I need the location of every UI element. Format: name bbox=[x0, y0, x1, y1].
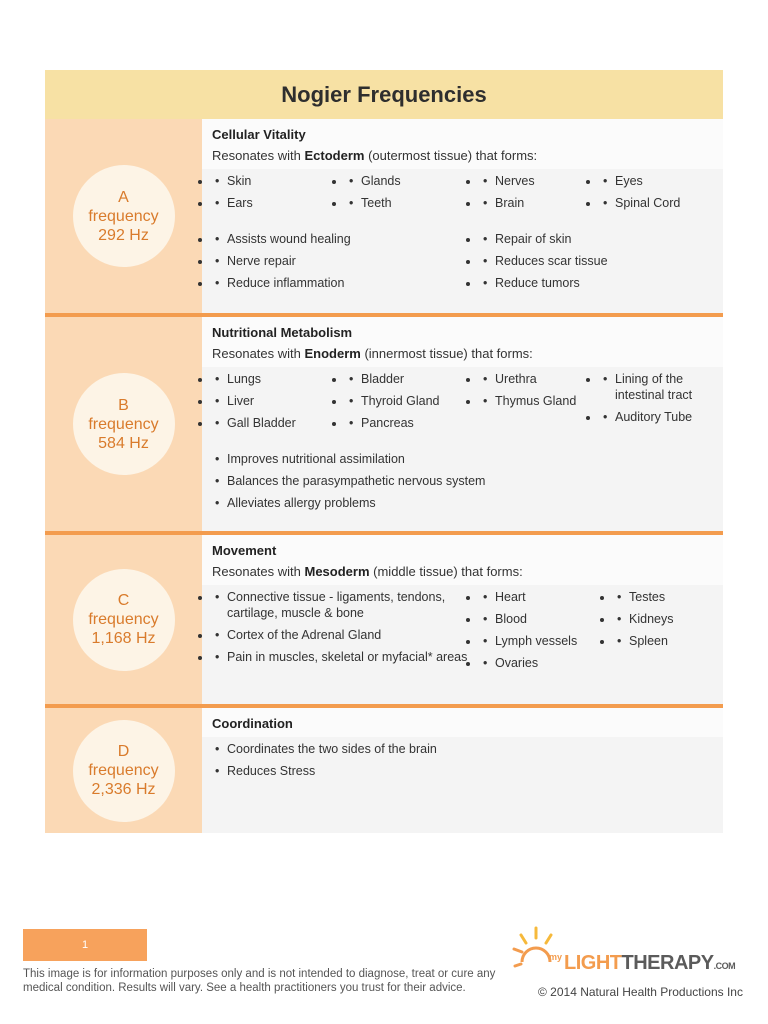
list-item: • Coordinates the two sides of the brain bbox=[212, 741, 713, 757]
list-item: • • Lining of the intestinal tract bbox=[600, 371, 713, 403]
page-title: Nogier Frequencies bbox=[281, 81, 487, 107]
list-item: • • Reduce tumors bbox=[480, 275, 713, 291]
list-item: • • Auditory Tube bbox=[600, 409, 713, 425]
list-item: • • Nerve repair bbox=[212, 253, 480, 269]
frequency-hz: 584 Hz bbox=[98, 434, 149, 452]
copyright-text: © 2014 Natural Health Productions Inc bbox=[538, 985, 743, 999]
list-item: • • Teeth bbox=[346, 195, 480, 211]
section-c bbox=[45, 531, 723, 704]
frequency-word: frequency bbox=[88, 611, 159, 628]
list-item: • • Reduces scar tissue bbox=[480, 253, 713, 269]
list-item: • • Testes bbox=[614, 589, 713, 605]
section-description: Resonates with Ectoderm (outermost tissue) that forms: bbox=[212, 148, 538, 163]
section-body bbox=[202, 169, 723, 307]
list-item: • • Urethra bbox=[480, 371, 600, 387]
section-header bbox=[202, 119, 723, 169]
details-cell-a bbox=[202, 119, 723, 313]
section-d bbox=[45, 704, 723, 833]
section-description: Resonates with Mesoderm (middle tissue) that forms: bbox=[212, 564, 523, 579]
disclaimer-text: This image is for information purposes only and is not intended to diagnose, treat or cure any medical condition. Results will vary. See a health practitioners you trust for their advice. bbox=[23, 968, 496, 994]
forms-column bbox=[480, 371, 600, 437]
logo-my: my bbox=[549, 952, 563, 962]
page-number: 1 bbox=[23, 929, 147, 961]
forms-column bbox=[614, 589, 713, 677]
list-item: • • Lungs bbox=[212, 371, 346, 387]
list-item: • • Ears bbox=[212, 195, 346, 211]
list-item: • Reduces Stress bbox=[212, 763, 713, 779]
list-item: • • Blood bbox=[480, 611, 614, 627]
section-body bbox=[202, 737, 723, 795]
list-item: • • Gall Bladder bbox=[212, 415, 346, 431]
details-cell-c bbox=[202, 535, 723, 704]
section-subtitle: Cellular Vitality bbox=[212, 127, 306, 142]
frequency-cell-d bbox=[45, 708, 202, 833]
section-subtitle: Coordination bbox=[212, 716, 293, 731]
frequency-table bbox=[45, 70, 723, 833]
list-item: • • Spinal Cord bbox=[600, 195, 713, 211]
section-subtitle: Nutritional Metabolism bbox=[212, 325, 353, 340]
list-item: • • Thyroid Gland bbox=[346, 393, 480, 409]
list-item: • • Liver bbox=[212, 393, 346, 409]
list-item: • • Assists wound healing bbox=[212, 231, 480, 247]
frequency-badge-d bbox=[73, 720, 175, 822]
list-item: • • Cortex of the Adrenal Gland bbox=[212, 627, 480, 643]
forms-column bbox=[212, 371, 346, 437]
frequency-hz: 2,336 Hz bbox=[91, 781, 156, 798]
frequency-letter: D bbox=[117, 743, 130, 760]
forms-column bbox=[480, 173, 600, 217]
frequency-badge-b bbox=[73, 373, 175, 475]
list-item: • • Glands bbox=[346, 173, 480, 189]
benefits-list bbox=[212, 741, 713, 779]
list-item: • • Connective tissue - ligaments, tendons, cartilage, muscle & bone bbox=[212, 589, 480, 621]
forms-column bbox=[480, 589, 614, 677]
list-item: • • Lymph vessels bbox=[480, 633, 614, 649]
forms-column bbox=[346, 173, 480, 217]
forms-list bbox=[212, 371, 713, 437]
forms-column bbox=[346, 371, 480, 437]
forms-column bbox=[600, 173, 713, 217]
forms-list bbox=[212, 173, 713, 217]
benefits-column bbox=[212, 231, 480, 297]
list-item: • • Bladder bbox=[346, 371, 480, 387]
section-body bbox=[202, 585, 723, 687]
frequency-hz: 1,168 Hz bbox=[91, 630, 156, 647]
frequency-letter: A bbox=[118, 188, 129, 206]
frequency-badge-a bbox=[73, 165, 175, 267]
frequency-hz: 292 Hz bbox=[98, 226, 149, 244]
frequency-badge-c bbox=[73, 569, 175, 671]
benefits-column bbox=[480, 231, 713, 297]
list-item: • • Brain bbox=[480, 195, 600, 211]
section-header bbox=[202, 708, 723, 737]
list-item: • Alleviates allergy problems bbox=[212, 495, 713, 511]
list-item: • • Repair of skin bbox=[480, 231, 713, 247]
list-item: • • Pain in muscles, skeletal or myfacial* areas bbox=[212, 649, 480, 665]
list-item: • Improves nutritional assimilation bbox=[212, 451, 713, 467]
list-item: • • Nerves bbox=[480, 173, 600, 189]
forms-list bbox=[212, 589, 713, 677]
list-item: • • Pancreas bbox=[346, 415, 480, 431]
list-item: • • Heart bbox=[480, 589, 614, 605]
list-item: • • Skin bbox=[212, 173, 346, 189]
section-header bbox=[202, 535, 723, 585]
frequency-word: frequency bbox=[88, 762, 159, 779]
section-b bbox=[45, 313, 723, 531]
list-item: • • Reduce inflammation bbox=[212, 275, 480, 291]
details-cell-d bbox=[202, 708, 723, 833]
list-item: • Balances the parasympathetic nervous system bbox=[212, 473, 713, 489]
title-bar bbox=[45, 70, 723, 119]
list-item: • • Kidneys bbox=[614, 611, 713, 627]
forms-column bbox=[600, 371, 713, 437]
section-body bbox=[202, 367, 723, 527]
mylighttherapy-logo bbox=[512, 922, 752, 982]
frequency-letter: C bbox=[117, 592, 130, 609]
frequency-word: frequency bbox=[88, 415, 159, 433]
list-item: • • Eyes bbox=[600, 173, 713, 189]
section-description: Resonates with Enoderm (innermost tissue) that forms: bbox=[212, 346, 533, 361]
section-subtitle: Movement bbox=[212, 543, 277, 558]
list-item: • • Ovaries bbox=[480, 655, 614, 671]
frequency-letter: B bbox=[118, 396, 129, 414]
benefits-list bbox=[212, 451, 713, 511]
details-cell-b bbox=[202, 317, 723, 531]
benefits-list bbox=[212, 231, 713, 297]
frequency-cell-a bbox=[45, 119, 202, 313]
frequency-cell-c bbox=[45, 535, 202, 704]
section-a bbox=[45, 119, 723, 313]
forms-column bbox=[212, 589, 480, 677]
section-header bbox=[202, 317, 723, 367]
frequency-cell-b bbox=[45, 317, 202, 531]
logo-wordmark: LIGHTTHERAPY.COM bbox=[564, 952, 736, 974]
list-item: • • Spleen bbox=[614, 633, 713, 649]
list-item: • • Thymus Gland bbox=[480, 393, 600, 409]
forms-column bbox=[212, 173, 346, 217]
frequency-word: frequency bbox=[88, 207, 159, 225]
